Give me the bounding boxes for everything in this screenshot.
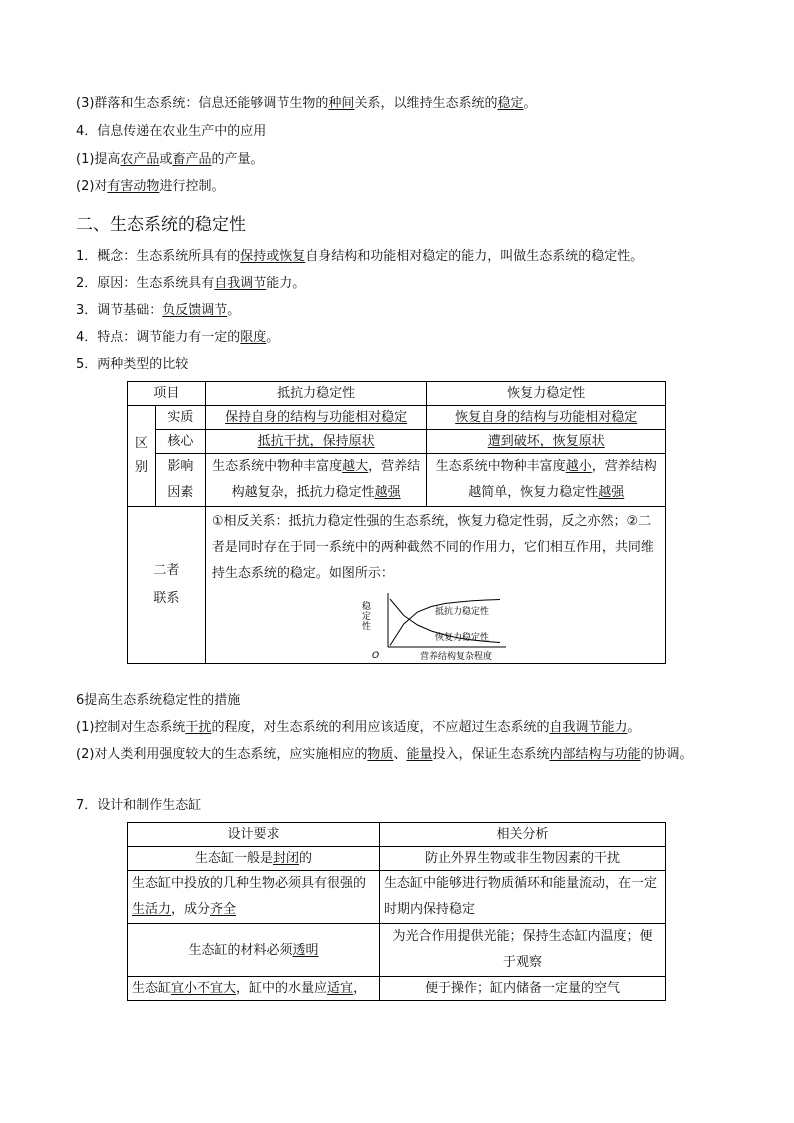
text: 自身结构和功能相对稳定的能力，叫做生态系统的稳定性。: [305, 249, 644, 264]
header-cell: 项目: [128, 382, 206, 406]
y-axis-label-2: 定: [361, 612, 371, 622]
table-row: [128, 454, 666, 507]
text: 二者: [153, 563, 180, 578]
table-cell: [427, 454, 666, 507]
table-row: [128, 823, 666, 847]
text: 的: [298, 851, 312, 866]
y-axis-label-3: 性: [361, 622, 371, 632]
text: (1)提高: [76, 152, 121, 167]
text: 的产量。: [211, 152, 264, 167]
text: 的程度，对生态系统的利用应该适度，不应超过生态系统的: [211, 720, 550, 735]
heading-4-agriculture: [76, 123, 266, 141]
paragraph-input-energy: [76, 746, 693, 764]
underlined-answer: 限度: [240, 330, 267, 345]
paragraph-pest-control: [76, 178, 224, 196]
text: 关系，以维持生态系统的: [354, 96, 498, 111]
table-cell: 为光合作用提供光能；保持生态缸内温度；便于观察: [379, 924, 665, 977]
paragraph-signal-community: [76, 95, 536, 113]
table-row: [128, 406, 666, 430]
table-cell: [128, 924, 380, 977]
text: 生态缸的材料必须: [188, 942, 293, 958]
text: 生态系统中物种丰富度: [212, 459, 343, 474]
underlined-answer: 能量: [406, 747, 433, 762]
text: ，: [353, 981, 367, 996]
row-label: 核心: [155, 430, 205, 454]
table-row: [128, 924, 666, 977]
underlined-answer: 稳定: [497, 96, 524, 111]
table-row: [128, 871, 666, 924]
text: ，成分: [171, 902, 211, 917]
underlined-answer: 适宜: [327, 981, 354, 996]
text: 生态缸中投放的几种生物必须具有很强的: [132, 876, 367, 891]
heading-6-measures: [76, 692, 240, 710]
text: 因素: [167, 485, 194, 500]
underlined-answer: 抵抗干扰，保持原状: [257, 434, 375, 449]
y-axis-label-1: 稳: [361, 602, 371, 612]
header-cell: 设计要求: [128, 823, 380, 847]
stability-chart: [360, 589, 510, 661]
text: 联系: [153, 591, 180, 606]
text: 进行控制。: [159, 179, 225, 194]
text: 、: [393, 747, 407, 762]
text: 7．设计和制作生态缸: [76, 798, 202, 813]
table-cell: [427, 406, 666, 430]
underlined-answer: 宜小不宜大: [171, 981, 237, 996]
text: 4．信息传递在农业生产中的应用: [76, 124, 267, 139]
paragraph-increase-yield: [76, 151, 263, 169]
underlined-answer: 干扰: [185, 720, 212, 735]
underlined-answer: 物质: [367, 747, 394, 762]
underlined-answer: 畜产品: [172, 152, 212, 167]
text: 生态缸: [132, 981, 172, 996]
relation-text: ①相反关系：抵抗力稳定性强的生态系统，恢复力稳定性弱，反之亦然；②二者是同时存在于同一系统中的两种截然不同的作用力，它们相互作用，共同维持生态系统的稳定。如图所示：: [211, 514, 654, 581]
underlined-answer: 越强: [374, 485, 401, 500]
underlined-answer: 透明: [292, 942, 319, 958]
series-label-resist: 抵抗力稳定性: [434, 607, 489, 617]
paragraph-feature: [76, 329, 279, 347]
text: 3．调节基础：: [76, 303, 163, 318]
underlined-answer: 保持自身的结构与功能相对稳定: [225, 410, 408, 425]
text: (2)对: [76, 179, 108, 194]
paragraph-control-disturbance: [76, 719, 640, 737]
text: 。: [266, 330, 280, 345]
text: 投入，保证生态系统: [432, 747, 550, 762]
underlined-answer: 自我调节: [214, 276, 267, 291]
text: (2)对人类利用强度较大的生态系统，应实施相应的: [76, 747, 368, 762]
table-row: [128, 977, 666, 1001]
paragraph-concept: [76, 248, 643, 266]
table-cell: [205, 406, 427, 430]
text: (3)群落和生态系统：信息还能够调节生物的: [76, 96, 329, 111]
text: 。: [523, 96, 537, 111]
table-cell: [427, 430, 666, 454]
header-cell: 恢复力稳定性: [427, 382, 666, 406]
text: ，缸中的水量应: [236, 981, 328, 996]
series-label-recover: 恢复力稳定性: [434, 633, 489, 643]
stability-comparison-table: [127, 381, 666, 664]
row-label: [128, 507, 206, 664]
paragraph-reason: [76, 275, 305, 293]
table-row: [128, 382, 666, 406]
text: 或: [159, 152, 173, 167]
table-cell: 便于操作；缸内储备一定量的空气: [379, 977, 665, 1001]
underlined-answer: 负反馈调节: [162, 303, 228, 318]
x-axis-label: 营养结构复杂程度: [419, 652, 492, 661]
underlined-answer: 齐全: [210, 902, 237, 917]
text: 生态缸一般是: [194, 851, 273, 866]
text: ，营养结构越复杂，抵抗力稳定性: [231, 459, 421, 500]
group-label: 区别: [134, 436, 148, 475]
text: 。: [627, 720, 641, 735]
header-cell: 相关分析: [379, 823, 665, 847]
heading-7-ecosystem-tank: [76, 797, 201, 815]
paragraph-basis: [76, 302, 240, 320]
underlined-answer: 生活力: [132, 902, 172, 917]
underlined-answer: 越强: [598, 485, 625, 500]
ecosystem-tank-table: [127, 822, 666, 1001]
heading-5-comparison: [76, 356, 188, 374]
text: 的协调。: [640, 747, 693, 762]
underlined-answer: 恢复自身的结构与功能相对稳定: [455, 410, 638, 425]
table-cell: [128, 977, 380, 1001]
text: 5．两种类型的比较: [76, 357, 189, 372]
relation-cell: [205, 507, 665, 664]
text: 1．概念：生态系统所具有的: [76, 249, 241, 264]
table-cell: 生态缸中能够进行物质循环和能量流动，在一定时期内保持稳定: [379, 871, 665, 924]
text: 2．原因：生态系统具有: [76, 276, 215, 291]
text: ，营养结构越简单，恢复力稳定性: [468, 459, 657, 500]
table-row: [128, 847, 666, 871]
underlined-answer: 越小: [565, 459, 592, 474]
text: 。: [227, 303, 241, 318]
row-label: 实质: [155, 406, 205, 430]
underlined-answer: 种间: [328, 96, 355, 111]
underlined-answer: 有害动物: [107, 179, 160, 194]
text: 影响: [167, 459, 194, 474]
table-cell: [128, 847, 380, 871]
underlined-answer: 遭到破坏，恢复原状: [487, 434, 605, 449]
underlined-answer: 内部结构与功能: [549, 747, 641, 762]
origin-label: O: [371, 651, 379, 661]
table-row: [128, 507, 666, 664]
group-cell: [128, 406, 156, 507]
row-label: [155, 454, 205, 507]
text: 生态系统中物种丰富度: [435, 459, 566, 474]
underlined-answer: 农产品: [120, 152, 160, 167]
table-cell: [205, 430, 427, 454]
text: (1)控制对生态系统: [76, 720, 186, 735]
section-heading: 二、生态系统的稳定性: [76, 215, 246, 235]
text: 6提高生态系统稳定性的措施: [76, 693, 241, 708]
table-row: [128, 430, 666, 454]
table-cell: [128, 871, 380, 924]
underlined-answer: 封闭: [272, 851, 299, 866]
underlined-answer: 越大: [342, 459, 369, 474]
header-cell: 抵抗力稳定性: [205, 382, 427, 406]
table-cell: [205, 454, 427, 507]
underlined-answer: 保持或恢复: [240, 249, 306, 264]
underlined-answer: 自我调节能力: [549, 720, 628, 735]
text: 能力。: [266, 276, 306, 291]
table-cell: 防止外界生物或非生物因素的干扰: [379, 847, 665, 871]
text: 4．特点：调节能力有一定的: [76, 330, 241, 345]
